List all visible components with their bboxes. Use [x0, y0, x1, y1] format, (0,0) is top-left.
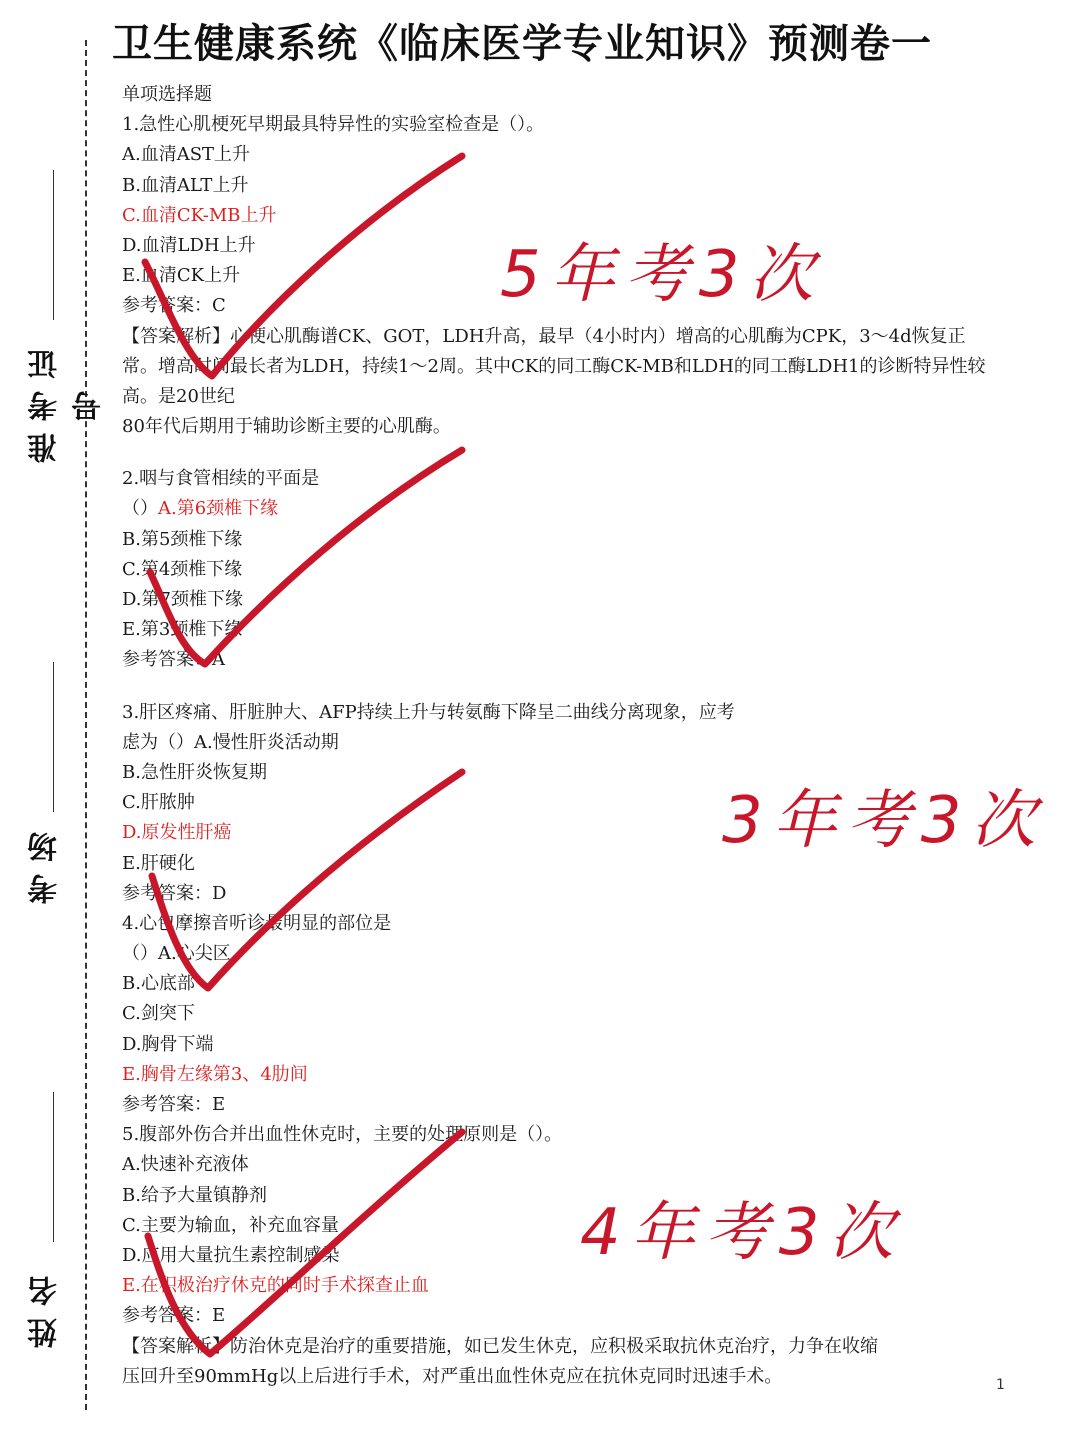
question-content	[122, 80, 1012, 1392]
option-d: D.应用大量抗生素控制感染	[122, 1244, 340, 1266]
binding-dashed-line	[85, 40, 87, 1410]
section-title: 单项选择题	[122, 84, 212, 105]
document-title: 卫生健康系统《临床医学专业知识》预测卷一	[112, 21, 932, 67]
exam-room-label: 考场	[28, 820, 63, 904]
option-e: E.血清CK上升	[122, 265, 241, 287]
question-stem-continued	[122, 494, 1012, 524]
question-stem: 1.急性心肌梗死早期最具特异性的实验室检查是（）。	[122, 114, 545, 136]
reference-answer: 参考答案：C	[122, 295, 226, 317]
question-stem: 3.肝区疼痛、肝脏肿大、AFP持续上升与转氨酶下降呈二曲线分离现象，应考	[122, 701, 735, 723]
option-e-correct: E.在积极治疗休克的同时手术探查止血	[122, 1275, 429, 1297]
option-d-correct: D.原发性肝癌	[122, 822, 232, 844]
option-d: D.血清LDH上升	[122, 234, 256, 256]
exam-id-label: 准考证号	[28, 337, 107, 463]
option-d: D.第7颈椎下缘	[122, 589, 243, 610]
option-a: A.血清AST上升	[122, 144, 251, 166]
option-b: B.血清ALT上升	[122, 174, 249, 196]
question-stem: 2.咽与食管相续的平面是	[122, 468, 320, 490]
name-underline	[53, 1092, 54, 1242]
answer-analysis-line: 常。增高时间最长者为LDH，持续1～2周。其中CK的同工酶CK-MB和LDH的同工酶LDH1的诊断特异性较	[122, 355, 986, 377]
question-stem: 4.心包摩擦音听诊最明显的部位是	[122, 912, 392, 934]
question-2	[122, 464, 1012, 675]
option-e: E.肝硬化	[122, 852, 195, 874]
question-1	[122, 110, 1012, 442]
option-b: B.急性肝炎恢复期	[122, 761, 267, 783]
option-c: C.肝脓肿	[122, 792, 195, 814]
page-number: 1	[996, 1377, 1005, 1393]
option-e-correct: E.胸骨左缘第3、4肋间	[122, 1063, 308, 1085]
option-c: C.第4颈椎下缘	[122, 558, 243, 580]
exam-room-underline	[53, 662, 54, 812]
option-a: A.快速补充液体	[122, 1154, 249, 1176]
name-label: 姓名	[28, 1264, 63, 1348]
question-stem: 5.腹部外伤合并出血性休克时，主要的处理原则是（）。	[122, 1124, 563, 1146]
option-b: B.给予大量镇静剂	[122, 1184, 267, 1206]
option-c: C.主要为输血，补充血容量	[122, 1214, 339, 1236]
option-d: D.胸骨下端	[122, 1033, 214, 1055]
question-3	[122, 698, 1012, 909]
reference-answer: 参考答案：A	[122, 649, 225, 671]
annotation-5-years: 5年考3次	[500, 238, 824, 312]
option-a-correct: A.第6颈椎下缘	[158, 498, 279, 520]
exam-id-underline	[53, 170, 54, 320]
question-stem-continued: （）A.心尖区	[122, 943, 231, 965]
annotation-4-years: 4年考3次	[580, 1196, 904, 1270]
annotation-3-years: 3年考3次	[722, 784, 1046, 858]
answer-brackets: （）	[122, 498, 158, 520]
answer-analysis-line: 压回升至90mmHg以上后进行手术，对严重出血性休克应在抗休克同时迅速手术。	[122, 1365, 783, 1387]
question-5	[122, 1120, 1012, 1392]
reference-answer: 参考答案：D	[122, 882, 227, 904]
question-stem-continued: 虑为（）A.慢性肝炎活动期	[122, 731, 339, 753]
reference-answer: 参考答案：E	[122, 1305, 226, 1327]
answer-analysis-line: 80年代后期用于辅助诊断主要的心肌酶。	[122, 416, 451, 438]
answer-analysis-line: 高。是20世纪	[122, 385, 235, 407]
option-e: E.第3颈椎下缘	[122, 619, 243, 641]
question-4	[122, 909, 1012, 1120]
answer-analysis-line: 【答案解析】心梗心肌酶谱CK、GOT，LDH升高，最早（4小时内）增高的心肌酶为CPK，3～4d恢复正	[122, 325, 966, 347]
option-c-correct: C.血清CK-MB上升	[122, 204, 277, 226]
option-b: B.第5颈椎下缘	[122, 528, 243, 550]
option-c: C.剑突下	[122, 1003, 195, 1025]
reference-answer: 参考答案：E	[122, 1094, 226, 1115]
option-b: B.心底部	[122, 973, 195, 995]
answer-analysis-line: 【答案解析】防治休克是治疗的重要措施，如已发生休克，应积极采取抗休克治疗，力争在收缩	[122, 1335, 878, 1357]
